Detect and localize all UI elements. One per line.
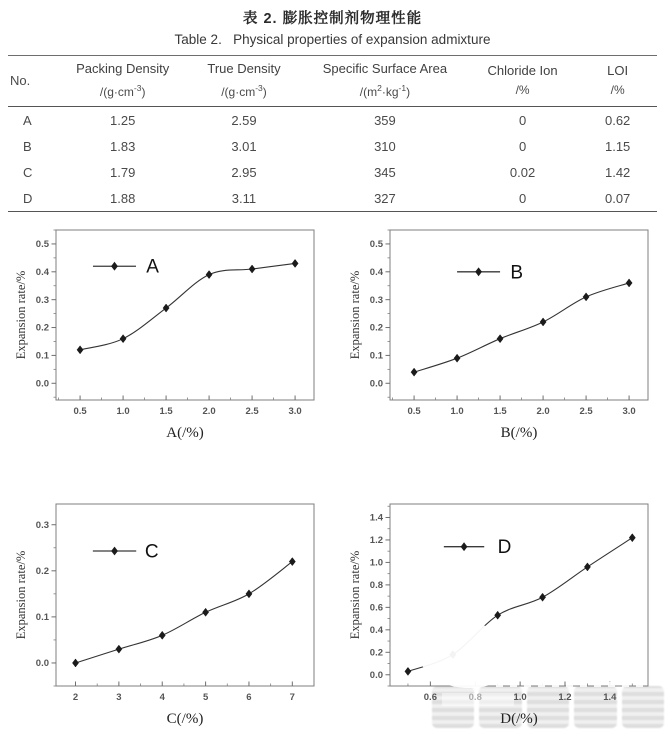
plot-svg-c: [12, 488, 334, 734]
y-tick-label: 0.2: [35, 322, 49, 334]
table-cell: 1.88: [110, 190, 136, 206]
x-tick-label: 3.0: [288, 406, 302, 417]
table-cell: 1.25: [110, 112, 136, 128]
properties-table-wrapper: [8, 55, 657, 212]
data-point-marker: [246, 590, 252, 598]
data-point-marker: [411, 368, 417, 376]
table-cell: 0.07: [604, 190, 631, 206]
y-axis-title: Expansion rate/%: [348, 270, 362, 360]
table-cell: 0: [518, 190, 527, 206]
x-tick-label: 0.6: [423, 692, 437, 703]
data-point-marker: [583, 293, 589, 301]
data-point-marker: [159, 631, 165, 639]
column-label: LOI: [607, 63, 629, 78]
chart-expansion-rate-c: [12, 488, 334, 734]
column-header-no: No.: [8, 56, 60, 107]
row-no: C: [23, 164, 33, 180]
legend-marker: [461, 542, 468, 551]
column-header-ssa: [303, 56, 467, 107]
x-tick-label: 5: [202, 692, 209, 703]
table-row-a: [8, 107, 657, 134]
x-tick-label: 1.5: [493, 406, 507, 417]
y-tick-label: 0.3: [369, 294, 383, 306]
column-label: True Density: [207, 61, 281, 76]
properties-table: [8, 55, 657, 212]
plot-box: [390, 230, 648, 400]
table-cell: 0.62: [604, 112, 631, 128]
table-row-d: [8, 185, 657, 212]
y-tick-label: 0.2: [369, 322, 383, 334]
table-header: [8, 56, 657, 107]
column-unit: /%: [610, 83, 625, 97]
y-tick-label: 0.1: [369, 350, 383, 362]
plot-svg-b: [346, 222, 665, 448]
x-tick-label: 3: [116, 692, 122, 703]
column-header-cl: [467, 56, 578, 107]
table-row-b: [8, 133, 657, 159]
table-cell: 359: [374, 112, 396, 128]
x-tick-label: 2.0: [202, 406, 216, 417]
x-tick-label: 1.0: [513, 692, 527, 703]
column-unit: $/(g\cdot cm^{-3})$: [99, 83, 146, 99]
y-tick-label: 0.2: [369, 647, 383, 659]
table-cell: 1.42: [604, 164, 631, 180]
table-cell: 1.15: [604, 138, 631, 154]
y-tick-label: 0.4: [369, 625, 383, 637]
data-point-marker: [405, 667, 411, 675]
data-point-marker: [540, 318, 546, 326]
y-axis-title: Expansion rate/%: [14, 270, 28, 360]
row-no: B: [23, 138, 32, 154]
table-cell: 0: [518, 138, 527, 154]
x-tick-label: 0.5: [407, 406, 421, 417]
y-tick-label: 0.5: [369, 239, 383, 251]
y-tick-label: 0.4: [35, 267, 49, 279]
y-tick-label: 1.2: [369, 535, 383, 547]
y-axis-title: Expansion rate/%: [348, 550, 362, 640]
data-point-marker: [495, 611, 501, 619]
y-tick-label: 0.3: [35, 294, 49, 306]
table-cell: 3.11: [231, 190, 257, 206]
y-tick-label: 0.0: [35, 378, 49, 390]
x-tick-label: 4: [159, 692, 165, 703]
x-tick-label: 2.5: [245, 406, 259, 417]
table-cell: 0: [518, 112, 527, 128]
data-point-marker: [77, 346, 83, 354]
data-point-marker: [629, 534, 635, 542]
legend-marker: [475, 267, 482, 276]
chart-expansion-rate-a: [12, 222, 334, 448]
table-cell: 1.83: [110, 138, 136, 154]
table-caption-zh: 表 2. 膨胀控制剂物理性能: [242, 11, 423, 27]
data-point-marker: [163, 304, 169, 312]
column-unit: $/(g\cdot cm^{-3})$: [221, 83, 267, 99]
data-point-marker: [539, 593, 545, 601]
x-tick-label: 1.0: [450, 406, 464, 417]
x-tick-label: 1.2: [558, 692, 572, 703]
data-point-marker: [72, 659, 78, 667]
column-header-true: [185, 56, 303, 107]
plot-box: [56, 504, 314, 686]
x-tick-label: 1.0: [116, 406, 130, 417]
table-cell: 1.79: [110, 164, 136, 180]
legend-label: B: [510, 262, 524, 284]
legend-label: A: [146, 256, 159, 278]
watermark-axis-smudge: [496, 682, 648, 687]
data-point-marker: [249, 265, 255, 273]
x-tick-label: 2.5: [579, 406, 593, 417]
y-axis-title: Expansion rate/%: [14, 550, 28, 640]
table-cell: 3.01: [231, 138, 257, 154]
data-point-marker: [454, 354, 460, 362]
data-point-marker: [202, 608, 208, 616]
y-tick-label: 0.2: [35, 566, 49, 578]
y-tick-label: 1.0: [369, 557, 383, 569]
watermark-tick-smudge: [442, 693, 514, 706]
series-line: [80, 263, 295, 349]
chart-expansion-rate-b: [346, 222, 665, 448]
column-label: Specific Surface Area: [322, 61, 448, 76]
data-point-marker: [206, 271, 212, 279]
legend-label: C: [144, 541, 159, 563]
x-tick-label: 3.0: [622, 406, 636, 417]
legend-marker: [111, 262, 118, 271]
x-tick-label: 0.5: [73, 406, 87, 417]
x-tick-label: 2.0: [536, 406, 550, 417]
y-tick-label: 0.3: [35, 519, 49, 531]
table-cell: 310: [374, 138, 396, 154]
y-tick-label: 0.0: [369, 378, 383, 390]
table-caption-en: Table 2. Physical properties of expansion admixture: [174, 32, 491, 47]
data-point-marker: [120, 335, 126, 343]
legend-label: D: [497, 537, 512, 559]
y-tick-label: 0.1: [35, 350, 49, 362]
y-tick-label: 0.5: [35, 239, 49, 251]
data-point-marker: [584, 563, 590, 571]
y-tick-label: 0.1: [35, 612, 49, 624]
plot-svg-a: [12, 222, 334, 448]
table-row-c: [8, 159, 657, 185]
column-header-pack: [60, 56, 185, 107]
y-tick-label: 1.4: [369, 512, 383, 524]
column-unit: $/(m^2\cdot kg^{-1})$: [359, 83, 411, 99]
watermark-white-blob: [420, 624, 518, 688]
x-axis-title: B(/%): [500, 425, 538, 441]
chart-expansion-rate-d: [346, 488, 665, 734]
data-point-marker: [116, 645, 122, 653]
table-body: [8, 107, 657, 212]
y-tick-label: 0.8: [369, 580, 383, 592]
x-axis-title: D(/%): [500, 711, 538, 727]
data-point-marker: [497, 335, 503, 343]
x-tick-label: 1.4: [603, 692, 617, 703]
column-unit: /%: [515, 83, 530, 97]
column-label: Packing Density: [76, 61, 170, 76]
column-header-loi: [578, 56, 657, 107]
x-tick-label: 7: [289, 692, 295, 703]
plot-box: [56, 230, 314, 400]
x-tick-label: 2: [72, 692, 79, 703]
y-tick-label: 0.0: [369, 669, 383, 681]
table-cell: 2.95: [231, 164, 257, 180]
data-point-marker: [289, 558, 295, 566]
x-axis-title: C(/%): [166, 711, 204, 727]
table-cell: 0.02: [509, 164, 536, 180]
row-no: D: [23, 190, 33, 206]
series-line: [414, 283, 629, 372]
data-point-marker: [292, 259, 298, 267]
table-cell: 327: [374, 190, 396, 206]
data-point-marker: [626, 279, 632, 287]
series-line: [76, 562, 293, 663]
y-tick-label: 0.6: [369, 602, 383, 614]
legend-marker: [111, 547, 118, 556]
x-axis-title: A(/%): [166, 425, 204, 441]
x-tick-label: 1.5: [159, 406, 173, 417]
table-cell: 345: [374, 164, 396, 180]
x-tick-label: 6: [246, 692, 252, 703]
table-cell: 2.59: [231, 112, 257, 128]
y-tick-label: 0.0: [35, 658, 49, 670]
row-no: A: [23, 112, 32, 128]
y-tick-label: 0.4: [369, 267, 383, 279]
column-label: Chloride Ion: [487, 63, 558, 78]
